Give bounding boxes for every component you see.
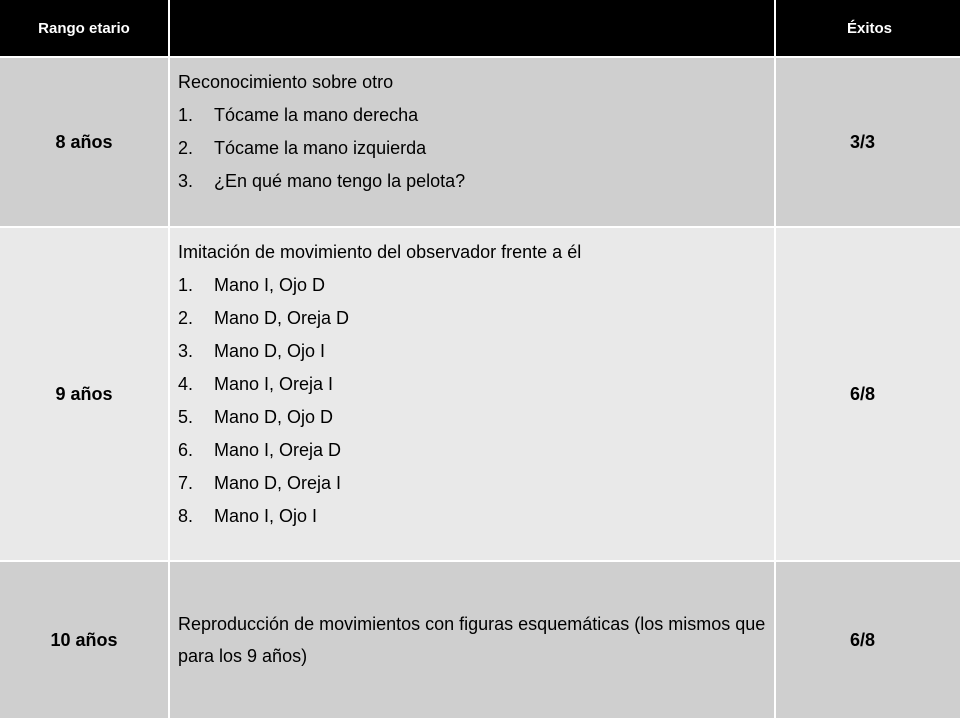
list-item-number: 1. — [178, 105, 194, 125]
list-item-text: Mano I, Ojo I — [214, 506, 318, 526]
row-3-age: 10 años — [0, 562, 170, 720]
list-item-number: 3. — [178, 171, 194, 191]
row-2-task — [170, 228, 776, 562]
row-2-score: 6/8 — [776, 228, 960, 562]
list-item-text: Mano D, Ojo I — [214, 341, 326, 361]
list-item — [178, 467, 766, 500]
list-item — [178, 132, 766, 165]
list-item-text: Mano I, Oreja I — [214, 374, 334, 394]
row-1-score: 3/3 — [776, 58, 960, 228]
row-3-score: 6/8 — [776, 562, 960, 720]
list-item-number: 2. — [178, 308, 194, 328]
list-item — [178, 302, 766, 335]
row-1-task-title: Reconocimiento sobre otro — [178, 72, 394, 92]
list-item-number: 4. — [178, 374, 194, 394]
list-item — [178, 99, 766, 132]
header-age-range: Rango etario — [0, 0, 170, 58]
list-item-text: Tócame la mano derecha — [214, 105, 419, 125]
list-item-number: 2. — [178, 138, 194, 158]
row-2-task-list — [178, 269, 766, 533]
header-task — [170, 0, 776, 58]
list-item-number: 5. — [178, 407, 194, 427]
list-item-text: Tócame la mano izquierda — [214, 138, 427, 158]
row-2-age: 9 años — [0, 228, 170, 562]
list-item — [178, 368, 766, 401]
list-item-text: Mano D, Oreja I — [214, 473, 342, 493]
list-item — [178, 269, 766, 302]
list-item-text: Mano I, Oreja D — [214, 440, 342, 460]
row-2-task-title: Imitación de movimiento del observador frente a él — [178, 242, 582, 262]
list-item — [178, 500, 766, 533]
list-item — [178, 335, 766, 368]
row-1-age: 8 años — [0, 58, 170, 228]
row-3-task-title: Reproducción de movimientos con figuras esquemáticas (los mismos que para los 9 años) — [178, 614, 766, 666]
list-item — [178, 165, 766, 198]
list-item-number: 6. — [178, 440, 194, 460]
row-1-task — [170, 58, 776, 228]
list-item-text: ¿En qué mano tengo la pelota? — [214, 171, 466, 191]
row-3-task — [170, 562, 776, 720]
list-item-number: 1. — [178, 275, 194, 295]
list-item-number: 7. — [178, 473, 194, 493]
list-item — [178, 401, 766, 434]
list-item-text: Mano I, Ojo D — [214, 275, 326, 295]
list-item — [178, 434, 766, 467]
row-1-task-list — [178, 99, 766, 198]
list-item-number: 8. — [178, 506, 194, 526]
list-item-number: 3. — [178, 341, 194, 361]
list-item-text: Mano D, Ojo D — [214, 407, 334, 427]
header-successes: Éxitos — [776, 0, 960, 58]
list-item-text: Mano D, Oreja D — [214, 308, 350, 328]
